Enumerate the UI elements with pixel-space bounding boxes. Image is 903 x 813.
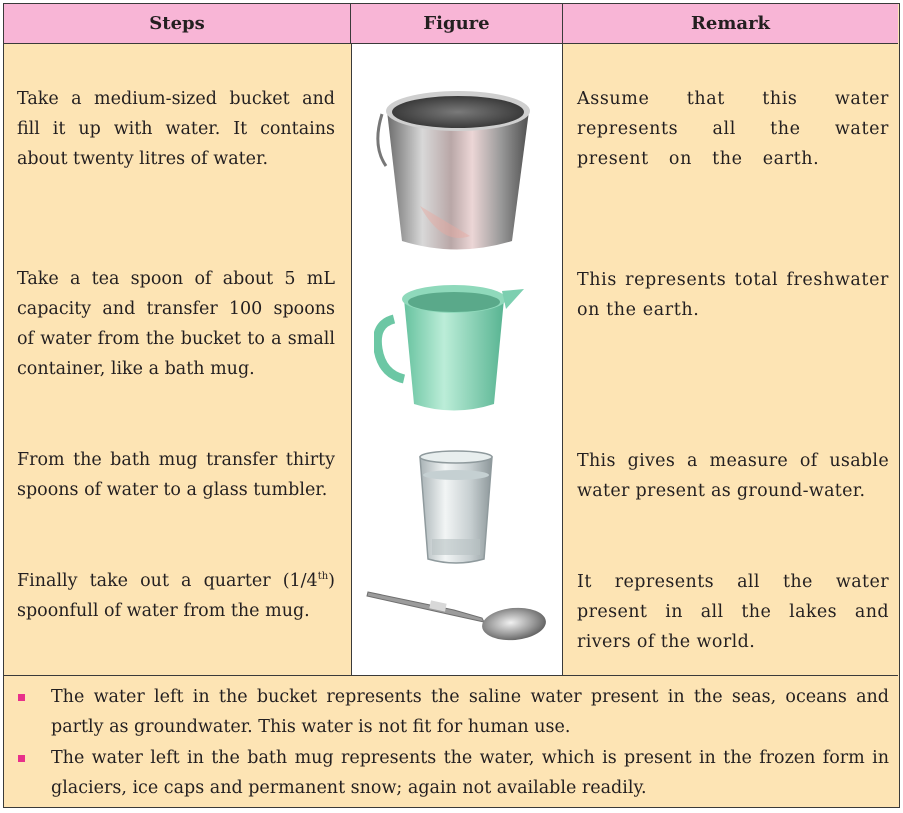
row-4-remark: It represents all the water present in all the lakes and rivers of the world.	[577, 572, 889, 652]
row-3-remark: This gives a measure of usable water present as ground-water.	[577, 451, 889, 501]
row-4-step-superscript: th	[317, 571, 329, 583]
row-2-step: Take a tea spoon of about 5 mL capacity and transfer 100 spoons of water from the bucket to a small container, like a bath mug.	[17, 269, 335, 379]
row-1-remark: Assume that this water represents all the water present on the earth.	[577, 89, 889, 169]
header-remark: Remark	[563, 4, 898, 44]
figure-column	[351, 44, 563, 675]
row-4-step	[17, 566, 335, 626]
row-3-step: From the bath mug transfer thirty spoons of water to a glass tumbler.	[17, 450, 335, 500]
row-4-step-text-end: ) spoonfull of water from the mug.	[17, 571, 335, 621]
spoon-image	[364, 582, 554, 652]
water-activity-table	[3, 3, 900, 808]
note-1: The water left in the bucket represents the saline water present in the seas, oceans and partly as groundwater. This water is not fit for human use.	[51, 687, 889, 737]
bucket-image	[372, 86, 542, 256]
row-4-step-text: Finally take out a quarter (1/4	[17, 571, 318, 591]
glass-tumbler-image	[414, 449, 499, 569]
note-2: The water left in the bath mug represents the water, which is present in the frozen form in glaciers, ice caps and permanent snow; again not available readily.	[51, 748, 889, 798]
header-steps: Steps	[4, 4, 351, 44]
row-2-remark: This represents total freshwater on the earth.	[577, 270, 889, 320]
bullet-icon	[18, 694, 25, 701]
notes-section	[4, 675, 898, 806]
bullet-icon	[18, 755, 25, 762]
header-figure: Figure	[351, 4, 563, 44]
bath-mug-image	[374, 269, 544, 419]
row-1-step: Take a medium-sized bucket and fill it up with water. It contains about twenty litres of water.	[17, 89, 335, 169]
